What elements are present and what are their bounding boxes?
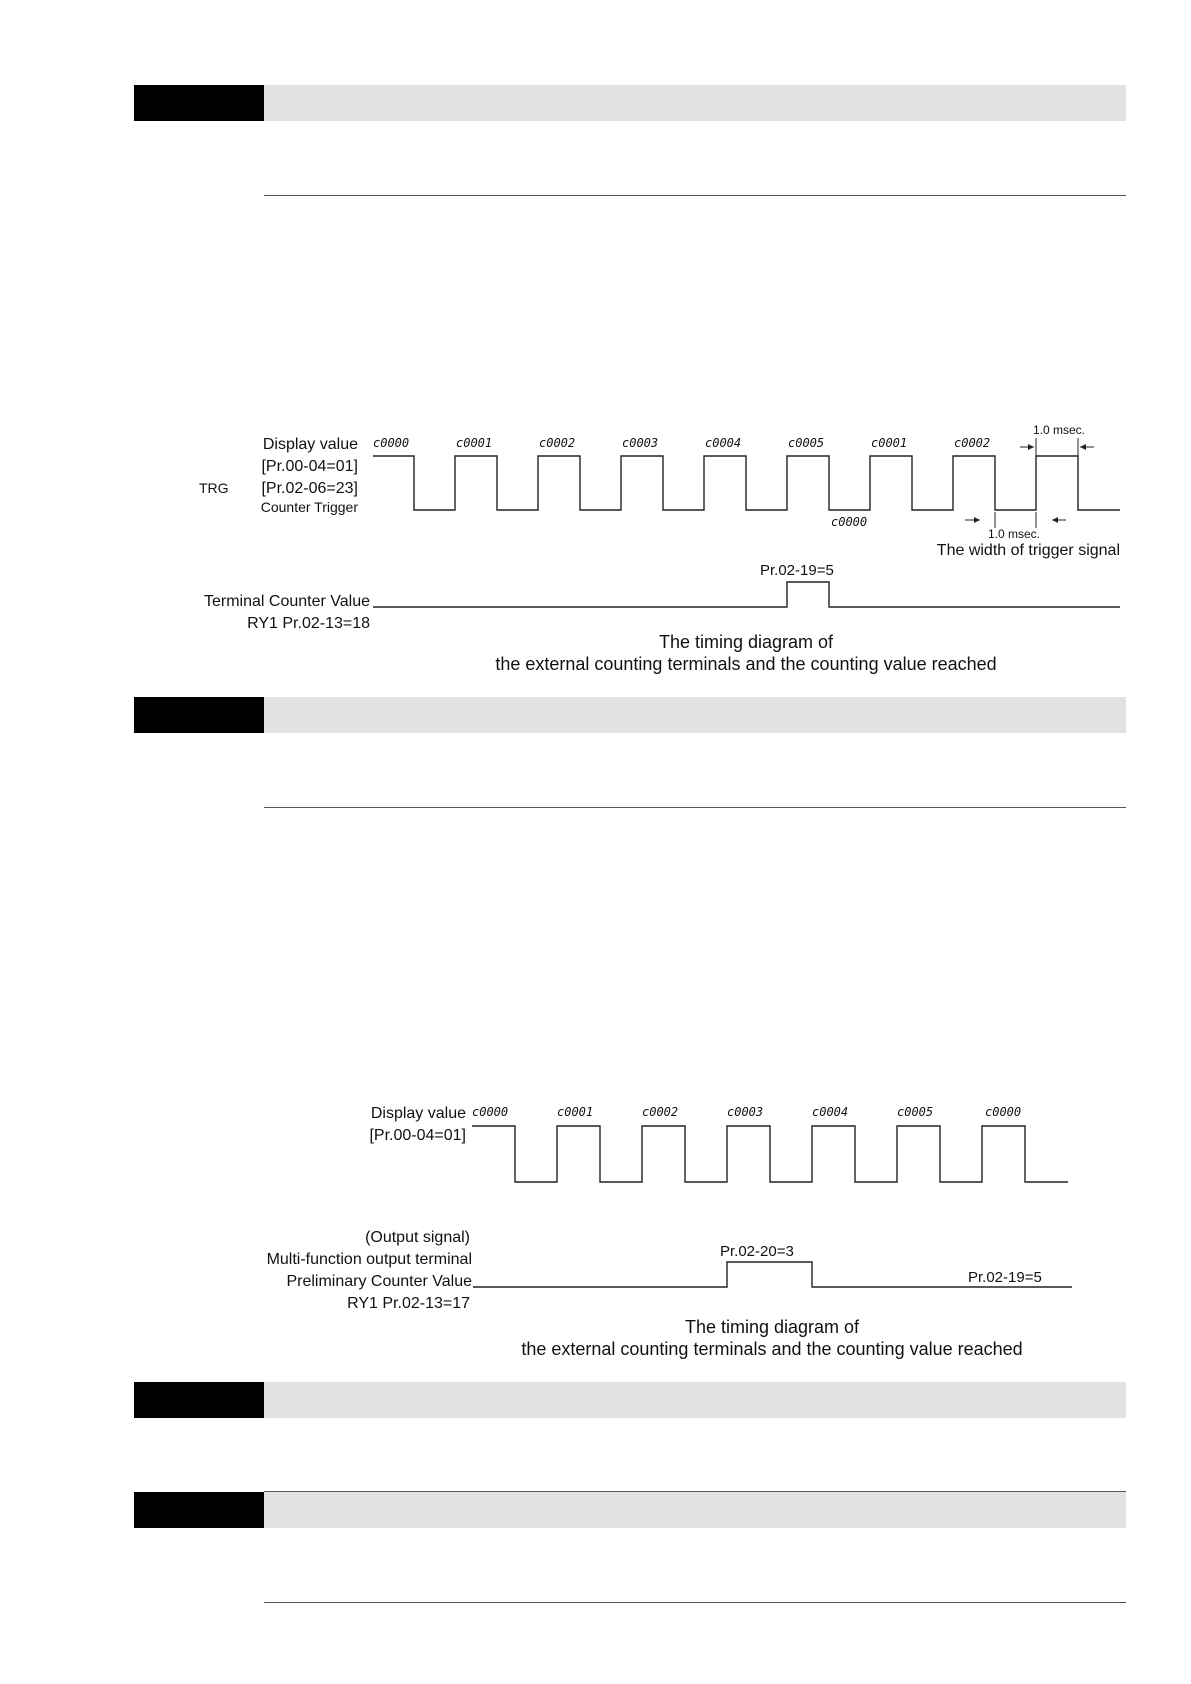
reached-value-label: Pr.02-19=5 (760, 562, 834, 579)
label-trg-prefix: TRG (199, 480, 229, 496)
section-top-rule (264, 1491, 1126, 1492)
caption-line-1: The timing diagram of (684, 1317, 860, 1337)
label-preliminary-counter-value: Preliminary Counter Value (286, 1273, 472, 1290)
lcd-readout-low: c0000 (831, 515, 868, 529)
lcd-readout: c0005 (788, 436, 825, 450)
section-header-tab (134, 1492, 264, 1528)
label-pr-02-06: [Pr.02-06=23] (261, 480, 358, 497)
lcd-readout: c0004 (812, 1105, 849, 1119)
reached-value-label: Pr.02-19=5 (968, 1269, 1042, 1286)
preliminary-value-label: Pr.02-20=3 (720, 1243, 794, 1260)
lcd-readout: c0001 (557, 1105, 594, 1119)
arrow-right-icon (1028, 444, 1034, 450)
pulse-width-label: 1.0 msec. (1033, 423, 1086, 437)
label-ry1-pr-02-13: RY1 Pr.02-13=18 (247, 615, 370, 632)
label-output-signal: (Output signal) (365, 1229, 470, 1246)
lcd-readout: c0003 (727, 1105, 764, 1119)
section-header-bar (134, 697, 1126, 733)
caption-line-1: The timing diagram of (658, 632, 834, 652)
lcd-readout: c0000 (985, 1105, 1022, 1119)
trigger-width-note: The width of trigger signal (936, 542, 1120, 559)
lcd-readout: c0003 (622, 436, 659, 450)
section-header-bar (134, 1492, 1126, 1528)
section-divider (264, 1602, 1126, 1603)
pulse-width-label: 1.0 msec. (988, 527, 1041, 541)
label-counter-trigger: Counter Trigger (260, 499, 358, 515)
lcd-readout: c0002 (642, 1105, 679, 1119)
counter-reached-waveform (373, 582, 1120, 607)
trigger-waveform (373, 456, 1120, 510)
caption-line-2: the external counting terminals and the counting value reached (495, 654, 997, 674)
caption-line-2: the external counting terminals and the counting value reached (521, 1339, 1023, 1359)
lcd-readout: c0002 (954, 436, 991, 450)
lcd-readout: c0001 (456, 436, 493, 450)
label-pr-00-04: [Pr.00-04=01] (369, 1127, 466, 1144)
label-ry1-pr-02-13: RY1 Pr.02-13=17 (347, 1295, 470, 1312)
lcd-readout: c0004 (705, 436, 742, 450)
section-divider (264, 807, 1126, 808)
arrow-right-icon (974, 517, 980, 523)
timing-diagram-preliminary-counter (0, 1060, 1191, 1380)
section-header-tab (134, 1382, 264, 1418)
lcd-readout: c0000 (373, 436, 410, 450)
pulse-width-dimension-bottom (965, 512, 1066, 541)
pulse-width-dimension-top (1020, 423, 1094, 456)
lcd-readouts (373, 436, 990, 529)
section-header-tab (134, 697, 264, 733)
trigger-waveform (472, 1126, 1068, 1182)
lcd-readout: c0005 (897, 1105, 934, 1119)
label-terminal-counter-value: Terminal Counter Value (203, 593, 370, 610)
label-pr-00-04: [Pr.00-04=01] (261, 458, 358, 475)
label-display-value: Display value (370, 1105, 466, 1122)
lcd-readouts (472, 1105, 1021, 1119)
label-multi-function-output: Multi-function output terminal (266, 1251, 472, 1268)
lcd-readout: c0000 (472, 1105, 509, 1119)
section-header-bar (134, 1382, 1126, 1418)
arrow-left-icon (1052, 517, 1058, 523)
label-display-value: Display value (262, 436, 358, 453)
timing-diagram-counter-reached (0, 0, 1191, 700)
lcd-readout: c0002 (539, 436, 576, 450)
lcd-readout: c0001 (871, 436, 908, 450)
arrow-left-icon (1080, 444, 1086, 450)
